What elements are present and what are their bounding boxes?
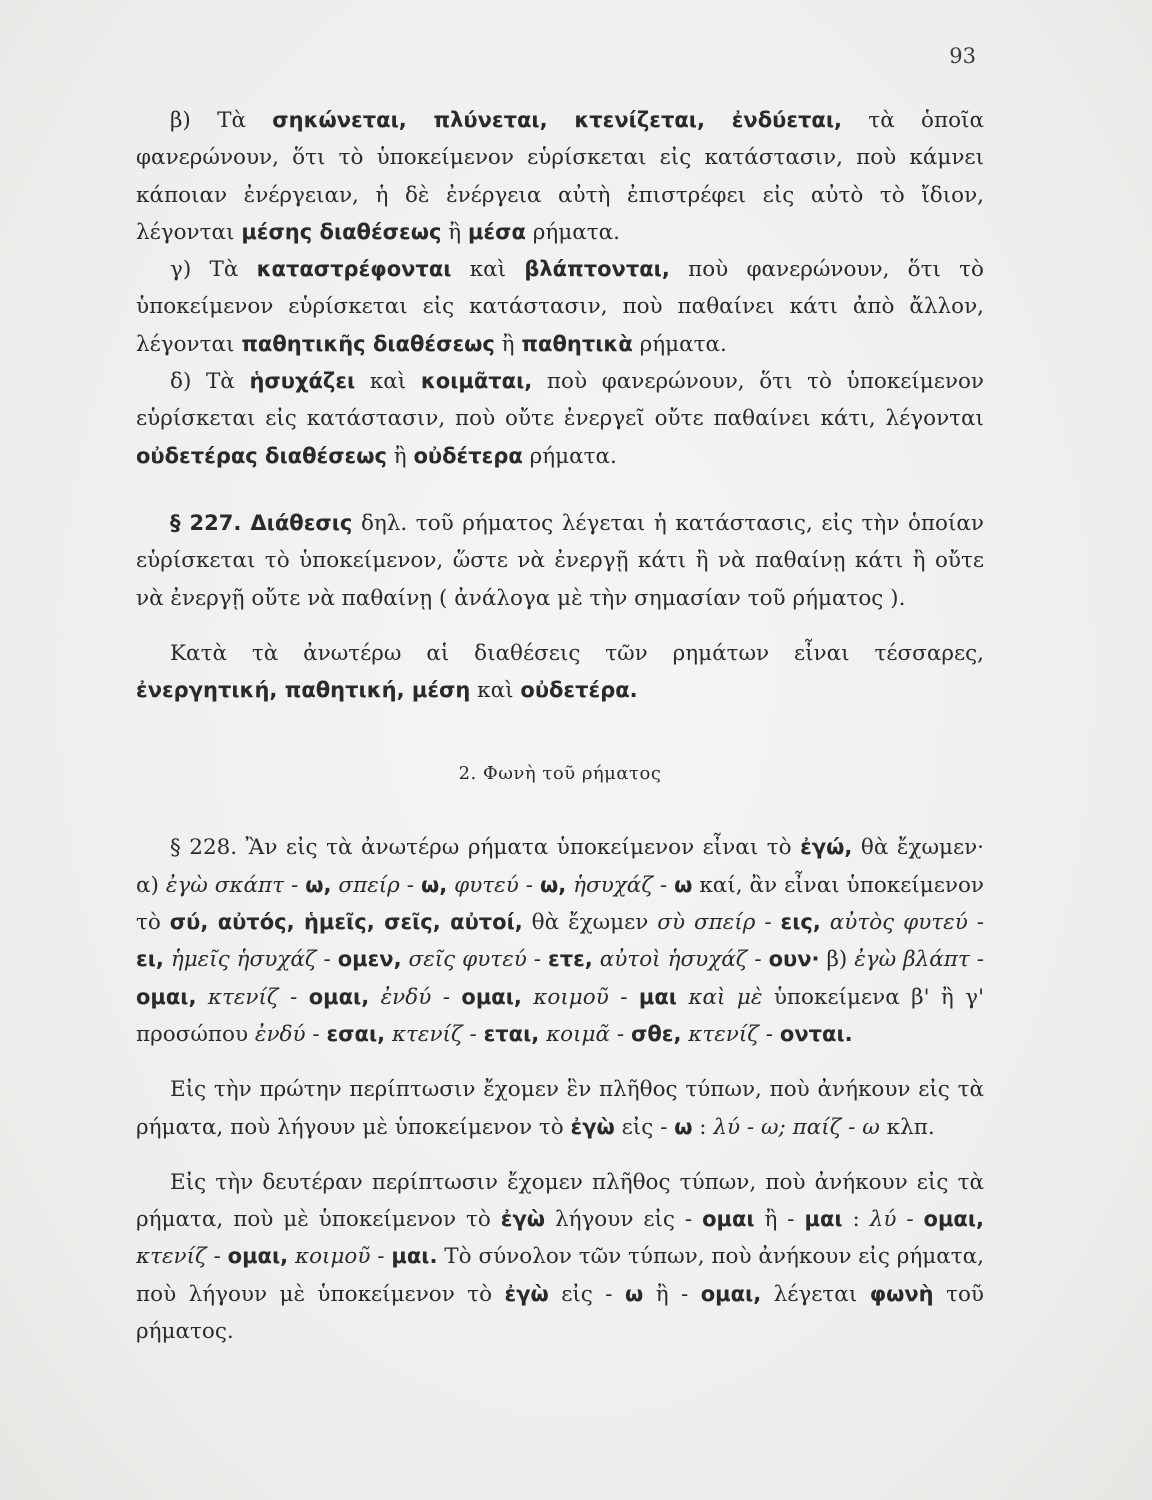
bold-term: μέσα (467, 219, 526, 244)
text-run: κλπ. (879, 1114, 935, 1140)
italic-run: σπείρ - (331, 872, 421, 898)
bold-ending: ομεν, (337, 947, 402, 972)
paragraph-gamma (136, 251, 984, 363)
text-run: Τὸ σύνολον τῶν τύπων, ποὺ ἀνήκουν εἰς ρήματα, ποὺ λήγουν μὲ ὑποκείμενον τὸ (136, 1244, 984, 1307)
bold-term: καταστρέφονται (256, 257, 452, 282)
text-run: δ) Τὰ (170, 369, 250, 395)
paragraph-227 (136, 505, 984, 617)
bold-ending: μαι (638, 984, 677, 1009)
text-run: : (842, 1207, 870, 1233)
spacer (136, 1146, 984, 1164)
bold-ending: ω, (420, 872, 448, 897)
paragraph-second-case (136, 1164, 984, 1350)
bold-ending: ω (674, 872, 693, 897)
bold-ending: ομαι, (136, 984, 197, 1009)
paragraph-kata (136, 635, 984, 710)
bold-term: ἡσυχάζει (249, 369, 356, 394)
spacer (136, 475, 984, 505)
spacer (136, 617, 984, 635)
spacer (136, 1053, 984, 1071)
bold-term: φωνὴ (869, 1281, 934, 1306)
bold-term: παθητικῆς διαθέσεως (241, 331, 495, 356)
text-run: ρήματα. (525, 219, 621, 245)
text-run: β) (819, 947, 855, 973)
bold-term: σύ, αὐτός, ἡμεῖς, σεῖς, αὐτοί, (169, 910, 523, 935)
bold-term: ἐνεργητική, παθητική, μέση (136, 678, 471, 703)
bold-ending: μαι (804, 1207, 843, 1232)
text-run: ρήματα. (522, 443, 617, 469)
italic-run: σεῖς φυτεύ - (401, 947, 549, 973)
italic-run: ἡσυχάζ - (566, 872, 675, 898)
italic-run: ἐγὼ σκάπτ - (165, 872, 306, 898)
text-run: εἰς - (548, 1281, 625, 1307)
text-run: ποὺ φανερώνουν, ὅτι τὸ ὑποκείμενον εὑρίσκεται εἰς κατάστασιν, ποὺ παθαίνει κάτι ἀπὸ ἄλλον, λέγονται (136, 257, 985, 357)
bold-ending: σθε, (630, 1021, 682, 1046)
body-text (136, 102, 984, 1350)
text-run: ἢ - (754, 1207, 805, 1233)
text-run: : (692, 1114, 714, 1140)
text-run: θὰ ἔχωμεν· α) (136, 835, 984, 898)
italic-run: ἐνδύ - (369, 984, 462, 1010)
paragraph-228 (136, 829, 984, 1053)
italic-run: ἐγὼ βλάπτ - (854, 947, 984, 973)
italic-run: κοιμᾶ - (539, 1021, 631, 1047)
italic-run: κτενίζ - (196, 984, 309, 1010)
italic-run: ἐνδύ - (254, 1021, 327, 1047)
bold-ending: ομαι, (308, 984, 370, 1009)
text-run: θὰ ἔχωμεν (522, 910, 658, 936)
text-run: δηλ. τοῦ ρήματος λέγεται ἡ κατάστασις, εἰς τὴν ὁποίαν εὑρίσκεται τὸ ὑποκείμενον, ὥστε νὰ ἐνεργῇ κάτι ἢ νὰ παθαίνῃ κάτι ἢ οὔτε νὰ ἐνεργῇ οὔτε νὰ παθαίνῃ ( ἀνάλογα μὲ τὴν σημασίαν τοῦ ρήματος ). (136, 510, 984, 611)
bold-term: ἐγὼ (500, 1207, 546, 1232)
bold-ending: ονται. (779, 1021, 853, 1046)
text-run: καὶ (355, 369, 421, 395)
bold-term: ἐγὼ (504, 1281, 549, 1306)
bold-ending: ω (674, 1114, 693, 1139)
text-run: καί, ἂν εἶναι ὑποκείμενον τὸ (136, 872, 984, 936)
bold-ending: ομαι, (461, 984, 522, 1009)
text-run: ἢ (441, 219, 468, 245)
text-run: ἢ - (643, 1281, 701, 1307)
text-run: Κατὰ τὰ ἀνωτέρω αἱ διαθέσεις τῶν ρημάτων εἶναι τέσσαρες, (170, 640, 984, 666)
bold-term: παθητικὰ (521, 331, 633, 356)
paragraph-delta (136, 363, 984, 475)
bold-term: οὐδετέρας διαθέσεως (136, 443, 387, 468)
bold-ending: ουν· (768, 947, 820, 972)
italic-run: κτενίζ - (681, 1021, 780, 1047)
bold-ending: εις, (780, 910, 821, 935)
text-run: ὑποκείμενα β' ἢ γ' προσώπου (136, 984, 985, 1047)
text-run: γ) Τὰ (170, 257, 257, 283)
paragraph-beta (136, 102, 984, 251)
bold-ending: ει, (136, 947, 164, 972)
text-run: λέγεται (761, 1281, 870, 1307)
text-run: καὶ (470, 678, 521, 704)
bold-term: οὐδέτερα (413, 443, 523, 468)
italic-run: ἡμεῖς ἡσυχάζ - (163, 947, 338, 973)
text-run: § 228. Ἂν εἰς τὰ ἀνωτέρω ρήματα ὑποκείμενον εἶναι τὸ (170, 835, 801, 861)
italic-run: κτενίζ - (385, 1021, 484, 1047)
italic-run: λύ - (869, 1207, 924, 1233)
bold-ending: μαι. (391, 1244, 438, 1269)
italic-run: κοιμοῦ - (288, 1244, 392, 1270)
bold-ending: ετε, (548, 947, 593, 972)
italic-run: αὐτὸς φυτεύ - (820, 910, 984, 936)
text-run: καὶ (451, 257, 525, 283)
italic-run: λύ - ω; παίζ - ω (713, 1114, 880, 1140)
bold-term: σηκώνεται, πλύνεται, κτενίζεται, ἐνδύεται, (272, 108, 842, 132)
section-label: § 227. Διάθεσις (170, 510, 353, 535)
italic-run: σὺ σπείρ - (657, 910, 781, 936)
bold-ending: ομαι, (227, 1244, 289, 1269)
bold-ending: ω, (539, 872, 567, 897)
italic-run: φυτεύ - (447, 872, 540, 898)
text-run: ἢ (494, 331, 522, 357)
italic-run: κοιμοῦ - (521, 984, 639, 1010)
text-run: Εἰς τὴν πρώτην περίπτωσιν ἔχομεν ἓν πλῆθος τύπων, ποὺ ἀνήκουν εἰς τὰ ρήματα, ποὺ λήγουν μὲ ὑποκείμενον τὸ (136, 1077, 984, 1140)
text-run: τοῦ ρήματος. (136, 1281, 984, 1345)
bold-ending: ομαι, (923, 1207, 984, 1232)
text-run: λήγουν εἰς - (545, 1207, 703, 1233)
italic-run: αὐτοὶ ἡσυχάζ - (592, 947, 769, 973)
paragraph-first-case (136, 1071, 984, 1146)
bold-term: ἐγὼ (570, 1114, 615, 1139)
bold-term: μέσης διαθέσεως (241, 219, 442, 244)
italic-run: κτενίζ - (136, 1244, 228, 1270)
bold-term: κοιμᾶται, (420, 369, 533, 394)
page-number: 93 (949, 44, 976, 68)
bold-ending: ω (624, 1281, 644, 1306)
text-run: τὰ ὁποῖα φανερώνουν, ὅτι τὸ ὑποκείμενον εὑρίσκεται εἰς κατάστασιν, ποὺ κάμνει κάποιαν ἐνέργειαν, ἡ δὲ ἐνέργεια αὐτὴ ἐπιστρέφει εἰς αὐτὸ τὸ ἴδιον, λέγονται (136, 108, 984, 245)
bold-ending: ομαι (702, 1207, 755, 1232)
text-run: εἰς - (614, 1114, 675, 1140)
text-run: ρήματα. (632, 331, 727, 357)
bold-term: οὐδετέρα. (520, 678, 638, 703)
bold-ending: ομαι, (700, 1281, 762, 1306)
bold-ending: ω, (305, 872, 332, 897)
bold-term: βλάπτονται, (524, 257, 670, 282)
section-heading: 2. Φωνὴ τοῦ ρήματος (458, 763, 662, 785)
spacer (136, 789, 984, 829)
bold-ending: εσαι, (326, 1021, 386, 1046)
text-run: ποὺ φανερώνουν, ὅτι τὸ ὑποκείμενον εὑρίσκεται εἰς κατάστασιν, ποὺ οὔτε ἐνεργεῖ οὔτε παθαίνει κάτι, λέγονται (136, 369, 984, 432)
text-run: β) Τὰ (170, 108, 273, 133)
bold-term: ἐγώ, (800, 835, 853, 860)
spacer (136, 709, 984, 759)
italic-run: καὶ μὲ (676, 984, 774, 1010)
text-run: Εἰς τὴν δευτέραν περίπτωσιν ἔχομεν πλῆθος τύπων, ποὺ ἀνήκουν εἰς τὰ ρήματα, ποὺ μὲ ὑποκείμενον τὸ (136, 1169, 984, 1233)
text-run: ἢ (386, 443, 414, 469)
bold-ending: εται, (483, 1021, 540, 1046)
